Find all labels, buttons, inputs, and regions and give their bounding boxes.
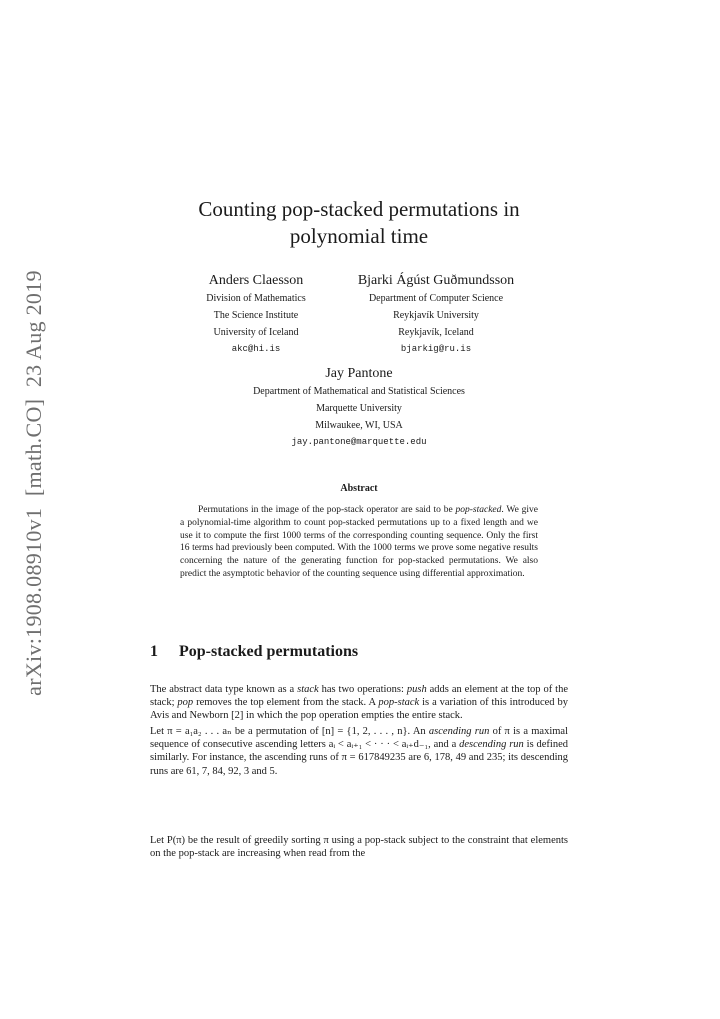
author-affiliation-line: Division of Mathematics (206, 293, 306, 304)
section-heading (150, 643, 358, 661)
author-affiliation-line: Marquette University (316, 403, 402, 414)
author-email: akc@hi.is (231, 344, 281, 354)
emphasis-term: ascending run (428, 726, 490, 737)
paragraph-text: has two operations: (318, 684, 407, 695)
body-paragraph-pop-sort (150, 834, 568, 860)
paragraph-text: Let π = a₁a₂ . . . aₙ be a permutation of [n] = {1, 2, . . . , n}. An (150, 726, 429, 737)
paragraph-text: adds an element at the top of the stack; (150, 684, 569, 709)
author-affiliation-line: Department of Computer Science (368, 293, 504, 304)
section-number: 1 (150, 643, 158, 660)
author-name: Anders Claesson (208, 273, 304, 288)
arxiv-stamp-text: arXiv:1908.08910v1 [math.CO] 23 Aug 2019 (21, 270, 46, 696)
paragraph-text: Let P(π) be the result of greedily sorting π using a pop-stack subject to the constraint that elements on the pop-stack are increasing when read from the (150, 835, 568, 860)
author-affiliation-line: Reykjavík University (393, 310, 479, 321)
emphasis-term: pop-stack (378, 697, 420, 709)
body-paragraph-stack-definition (150, 683, 568, 723)
paragraph-text: The abstract data type known as a (150, 684, 298, 695)
author-affiliation-line: The Science Institute (213, 310, 299, 321)
author-block-claesson (176, 272, 336, 358)
author-name: Bjarki Ágúst Guðmundsson (357, 273, 515, 288)
abstract-text-part: Permutations in the image of the pop-stack operator are said to be (198, 505, 456, 515)
paragraph-text: removes the top element from the stack. A (193, 697, 379, 709)
emphasis-term: push (406, 684, 427, 695)
emphasis-term: pop (177, 697, 194, 709)
paragraph-text: is a variation of this introduced by Avis and Newborn [2] in which the pop operation empties the entire stack. (150, 697, 568, 722)
paragraph-text: is defined similarly. For instance, the ascending runs of π = 617849235 are 6, 178, 49 and 235; its descending runs are 61, 7, 84, 92, 3 and 5. (150, 739, 568, 777)
abstract-heading: Abstract (340, 483, 378, 494)
author-block-pantone (200, 365, 518, 451)
abstract-emphasis: pop-stacked (455, 505, 502, 515)
emphasis-term: stack (297, 684, 319, 695)
author-affiliation-line: Department of Mathematical and Statistical Sciences (253, 386, 465, 397)
author-email: jay.pantone@marquette.edu (291, 437, 427, 447)
paragraph-text: of π is a maximal sequence of consecutive ascending letters aᵢ < aᵢ₊₁ < · · · < aᵢ₊d₋₁, and a (150, 726, 568, 751)
section-title: Pop-stacked permutations (179, 643, 359, 660)
author-email: bjarkig@ru.is (400, 344, 472, 354)
title-line-1: Counting pop-stacked permutations in (198, 197, 520, 221)
author-affiliation-line: University of Iceland (213, 327, 299, 338)
abstract-text-part: . We give a polynomial-time algorithm to count pop-stacked permutations up to a fixed length and we use it to compute the first 1000 terms of the corresponding counting sequence. Only the first 16 terms had previously been computed. With the 1000 terms we prove some negative results concerning the nature of the generating function for pop-stacked permutations. We also predict the asymptotic behavior of the counting sequence using differential approximation. (180, 505, 539, 579)
paper-title (150, 196, 568, 250)
author-name: Jay Pantone (325, 366, 393, 381)
abstract-text (180, 504, 538, 581)
body-paragraph-runs-definition (150, 725, 568, 778)
author-affiliation-line: Milwaukee, WI, USA (315, 420, 403, 431)
emphasis-term: descending run (459, 739, 524, 751)
author-block-gudmundsson (340, 272, 532, 358)
author-affiliation-line: Reykjavík, Iceland (398, 327, 474, 338)
title-line-2: polynomial time (289, 224, 429, 248)
